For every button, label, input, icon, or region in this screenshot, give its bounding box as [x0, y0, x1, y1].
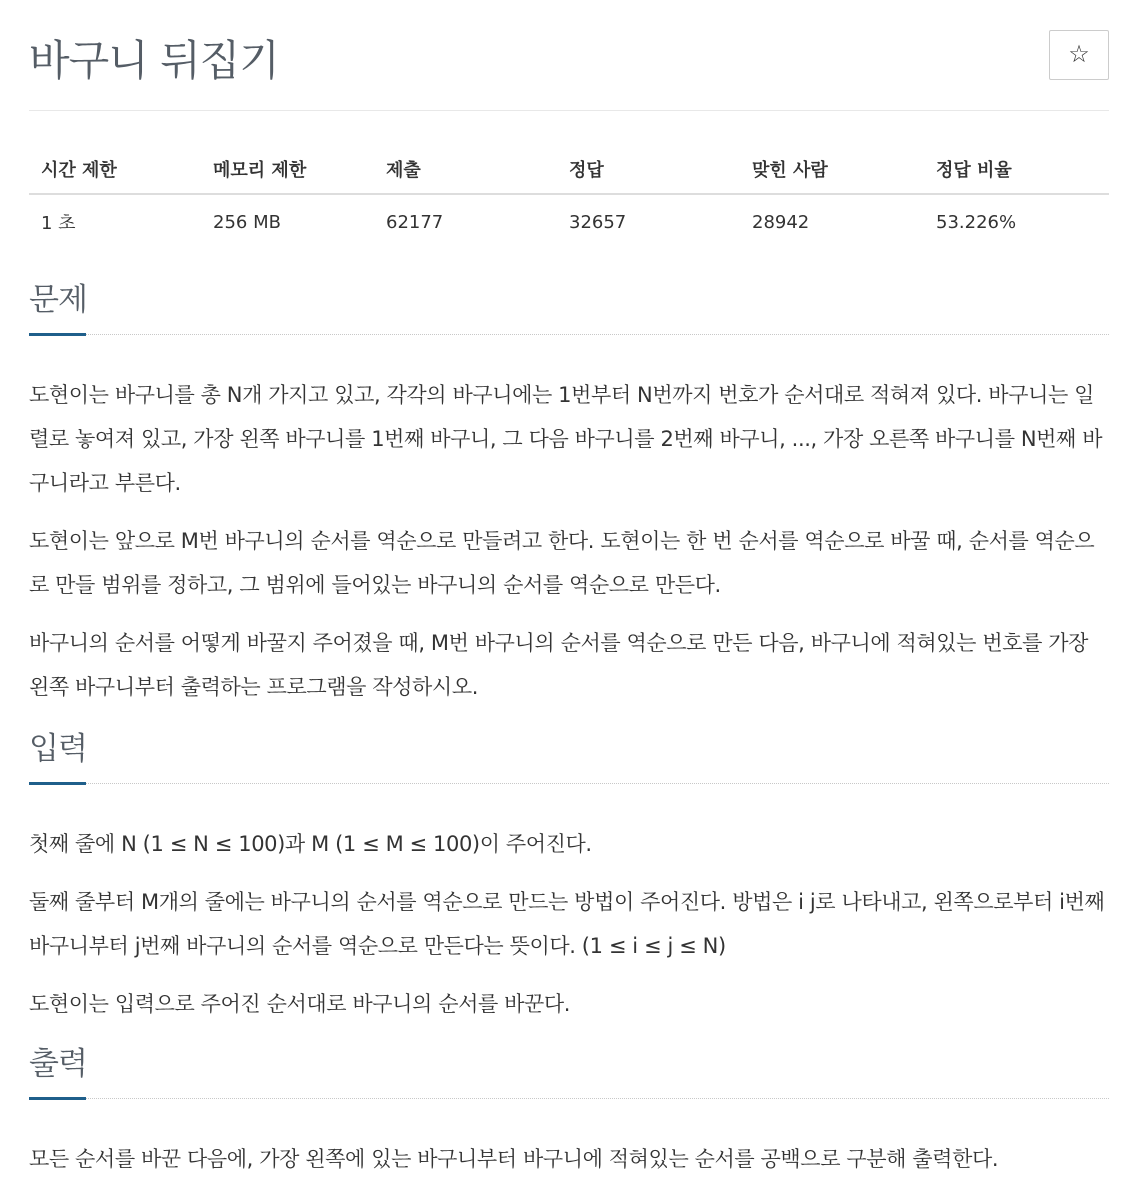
section-output [29, 1046, 1109, 1181]
output-description [29, 1099, 1109, 1181]
table-row [29, 194, 1109, 249]
value-submissions: 62177 [386, 211, 444, 233]
section-title-input: 입력 [29, 723, 86, 785]
page-title: 바구니 뒤집기 [29, 36, 279, 85]
star-icon: ☆ [1068, 41, 1090, 68]
section-title-problem: 문제 [29, 274, 86, 336]
problem-info-table [29, 145, 1109, 249]
star-button[interactable] [1049, 30, 1109, 80]
value-accepted-ratio: 53.226% [936, 211, 1017, 233]
section-input [29, 731, 1109, 1026]
table-header-row [29, 145, 1109, 194]
header-accepted-ratio: 정답 비율 [924, 145, 1109, 194]
input-paragraph: 첫째 줄에 N (1 ≤ N ≤ 100)과 M (1 ≤ M ≤ 100)이 주어진다. [29, 832, 592, 856]
input-paragraph: 둘째 줄부터 M개의 줄에는 바구니의 순서를 역순으로 만드는 방법이 주어진다. 방법은 i j로 나타내고, 왼쪽으로부터 i번째 바구니부터 j번째 바구니의 순서를 역순으로 만든다는 뜻이다. (1 ≤ i ≤ j ≤ N) [29, 890, 1105, 958]
input-paragraph: 도현이는 입력으로 주어진 순서대로 바구니의 순서를 바꾼다. [29, 992, 571, 1016]
value-time-limit: 1 초 [41, 213, 76, 234]
header-solved-users: 맞힌 사람 [740, 145, 924, 194]
value-accepted: 32657 [569, 211, 627, 233]
problem-paragraph: 도현이는 앞으로 M번 바구니의 순서를 역순으로 만들려고 한다. 도현이는 한 번 순서를 역순으로 바꿀 때, 순서를 역순으로 만들 범위를 정하고, 그 범위에 들어있는 바구니의 순서를 역순으로 만든다. [29, 529, 1095, 597]
section-title-output: 출력 [29, 1038, 86, 1100]
title-row [29, 0, 1109, 111]
problem-paragraph: 도현이는 바구니를 총 N개 가지고 있고, 각각의 바구니에는 1번부터 N번까지 번호가 순서대로 적혀져 있다. 바구니는 일렬로 놓여져 있고, 가장 왼쪽 바구니를 1번째 바구니, 그 다음 바구니를 2번째 바구니, ..., 가장 오른쪽 바구니를 N번째 바구니라고 부른다. [29, 383, 1103, 495]
header-accepted: 정답 [557, 145, 740, 194]
value-solved-users: 28942 [752, 211, 810, 233]
input-description [29, 784, 1109, 1026]
section-header-problem [29, 282, 1109, 335]
output-paragraph: 모든 순서를 바꾼 다음에, 가장 왼쪽에 있는 바구니부터 바구니에 적혀있는 순서를 공백으로 구분해 출력한다. [29, 1147, 999, 1171]
problem-paragraph: 바구니의 순서를 어떻게 바꿀지 주어졌을 때, M번 바구니의 순서를 역순으로 만든 다음, 바구니에 적혀있는 번호를 가장 왼쪽 바구니부터 출력하는 프로그램을 작성하시오. [29, 631, 1089, 699]
value-memory-limit: 256 MB [213, 211, 281, 233]
header-memory-limit: 메모리 제한 [201, 145, 374, 194]
section-problem [29, 282, 1109, 709]
section-header-output [29, 1046, 1109, 1099]
header-submissions: 제출 [374, 145, 557, 194]
problem-description [29, 335, 1109, 709]
problem-page [29, 0, 1109, 1171]
section-header-input [29, 731, 1109, 784]
header-time-limit: 시간 제한 [29, 145, 201, 194]
